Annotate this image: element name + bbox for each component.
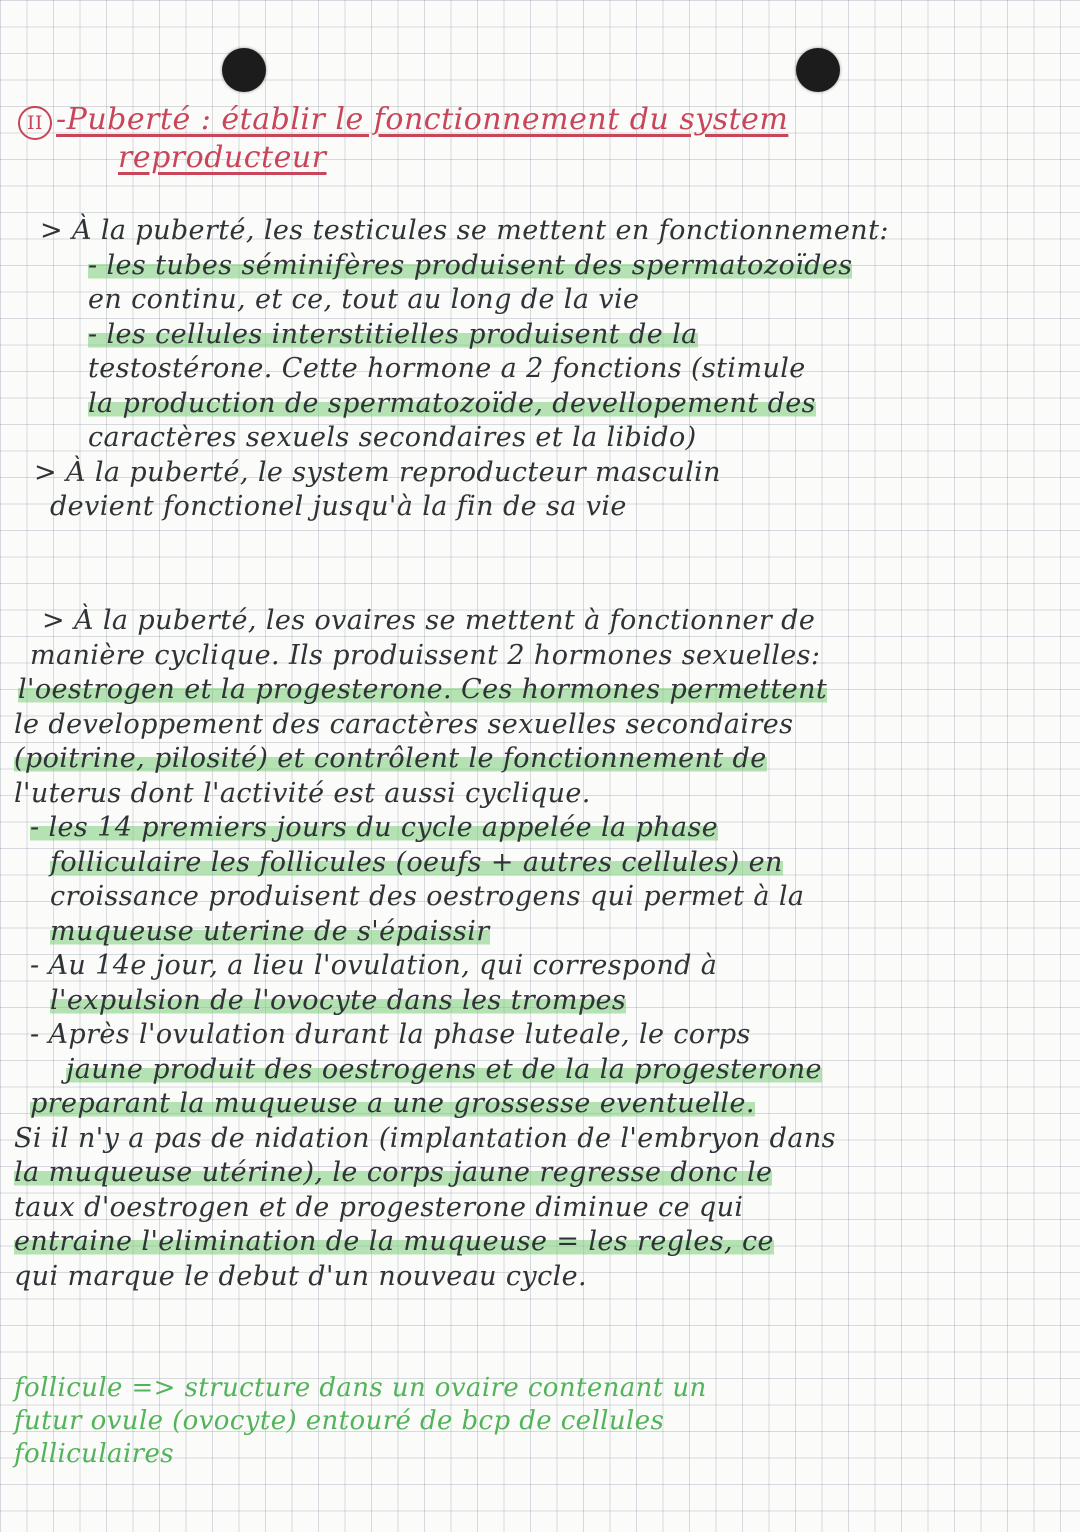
title-text-1: -Puberté : établir le fonctionnement du system [56,102,789,137]
line-text: entraine l'elimination de la muqueuse = les regles, ce [14,1226,774,1257]
text-line [0,214,1080,249]
line-text: muqueuse uterine de s'épaissir [50,915,490,947]
text-line [0,639,1080,674]
text-line [0,846,1080,881]
text-line [0,1191,1080,1226]
text-line [0,1087,1080,1122]
text-line [0,1438,1080,1471]
line-text: Si il n'y a pas de nidation (implantation de l'embryon dans [14,1122,836,1154]
line-text: qui marque le debut d'un nouveau cycle. [14,1260,587,1292]
line-text: testostérone. Cette hormone a 2 fonctions (stimule [88,353,806,384]
line-text: la muqueuse utérine), le corps jaune regresse donc le [14,1157,773,1188]
line-text: manière cyclique. Ils produissent 2 hormones sexuelles: [30,639,821,671]
line-text: devient fonctionel jusqu'à la fin de sa vie [50,491,627,522]
line-text: l'uterus dont l'activité est aussi cyclique. [14,777,591,809]
line-text: preparant la muqueuse a une grossesse eventuelle. [30,1088,755,1119]
line-text: - les tubes séminifères produisent des spermatozoïdes [88,249,853,281]
line-text: l'oestrogen et la progesterone. Ces hormones permettent [18,674,828,705]
text-line [0,1156,1080,1191]
title-text-2: reproducteur [118,140,327,175]
line-text: (poitrine, pilosité) et contrôlent le fonctionnement de [14,743,767,774]
text-line [0,880,1080,915]
line-text: jaune produit des oestrogens et de la la progesterone [66,1053,822,1085]
text-line [0,915,1080,950]
section-follicle-definition [0,1372,1080,1471]
line-text: taux d'oestrogen et de progesterone diminue ce qui [14,1191,744,1223]
binder-hole-left [222,48,266,92]
title-line-2 [18,140,1058,176]
line-text: follicule => structure dans un ovaire contenant un [14,1373,707,1403]
text-line [0,984,1080,1019]
line-text: le developpement des caractères sexuelles secondaires [14,708,794,740]
text-line [0,249,1080,284]
line-text: la production de spermatozoïde, devellopement des [88,387,816,419]
text-line [0,387,1080,422]
line-text: - les 14 premiers jours du cycle appelée la phase [30,812,719,843]
text-line [0,708,1080,743]
text-line [0,1122,1080,1157]
line-text: l'expulsion de l'ovocyte dans les trompes [50,984,627,1016]
line-text: > À la puberté, les testicules se mettent en fonctionnement: [40,215,889,246]
text-line [0,490,1080,525]
line-text: croissance produisent des oestrogens qui permet à la [50,881,805,912]
section-male-puberty [0,214,1080,525]
line-text: - les cellules interstitielles produisent de la [88,318,698,350]
binder-hole-right [796,48,840,92]
text-line [0,1372,1080,1405]
text-line [0,604,1080,639]
text-line [0,1260,1080,1295]
section-title [18,102,1058,176]
text-line [0,283,1080,318]
line-text: > À la puberté, les ovaires se mettent à fonctionner de [42,605,816,636]
section-female-puberty [0,604,1080,1294]
line-text: futur ovule (ovocyte) entouré de bcp de cellules [14,1406,665,1436]
text-line [0,421,1080,456]
text-line [0,318,1080,353]
text-line [0,1018,1080,1053]
text-line [0,352,1080,387]
title-line-1 [18,102,1058,140]
line-text: folliculaire les follicules (oeufs + autres cellules) en [50,846,783,878]
line-text: > À la puberté, le system reproducteur masculin [34,456,721,488]
line-text: - Après l'ovulation durant la phase luteale, le corps [30,1019,751,1050]
text-line [0,777,1080,812]
text-line [0,673,1080,708]
section-numeral: II [18,106,52,140]
line-text: en continu, et ce, tout au long de la vie [88,284,640,315]
text-line [0,811,1080,846]
text-line [0,949,1080,984]
text-line [0,1405,1080,1438]
text-line [0,456,1080,491]
text-line [0,1225,1080,1260]
line-text: - Au 14e jour, a lieu l'ovulation, qui correspond à [30,950,718,981]
text-line [0,742,1080,777]
line-text: caractères sexuels secondaires et la libido) [88,422,697,453]
line-text: folliculaires [14,1439,175,1469]
text-line [0,1053,1080,1088]
